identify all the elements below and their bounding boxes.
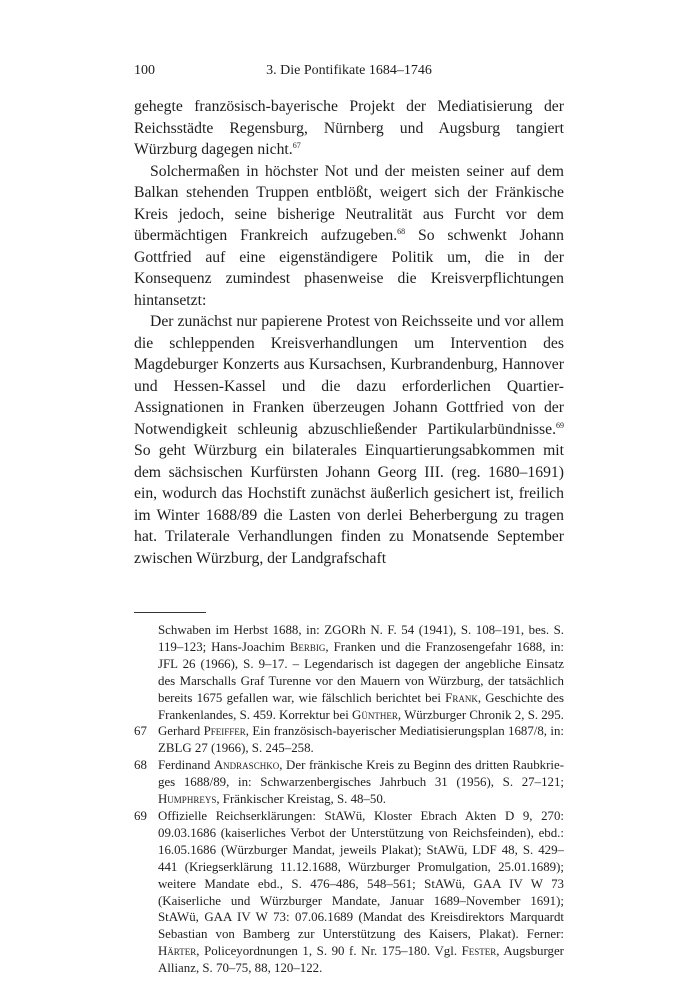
footnote-text: , Fränkischer Kreistag, S. 48–50. [216,792,387,807]
paragraph-2-text-b: So schwenkt Johann Gottfried auf eine eigenständigere Politik um, die in der Konsequenz zumindest phasenweise die Kreisverpflichtungen hintansetzt: [134,227,564,309]
author-name: Andraschko [213,758,280,773]
paragraph-3-text-a: Der zunächst nur papierene Protest von Reichsseite und vor allem die schleppenden Kreisverhandlungen um Intervention des Magdeburger Konzerts aus Kursachsen, Kurbrandenburg, Hannover und Hessen-Kassel und die dazu erforderlichen Quartier-Assignationen in Franken überzeugen Johann Gottfried von der Notwendigkeit schleunig abzuschließender Partikularbündnisse. [134,313,564,438]
footnote-text: Gerhard [158,724,204,739]
footnote-continuation [134,622,564,723]
footnote-text: , Ein französisch-bayerischer Mediatisierungsplan 1687/8, in: ZBLG 27 (1966), S. 245–258. [158,724,564,756]
footnote-text: , Würzburger Chronik 2, S. 295. [397,707,564,722]
footnote-number: 68 [134,758,147,773]
author-name: Frank [445,690,478,705]
footnote-ref-68: 68 [397,227,406,236]
footnote-text: , Policeyordnungen 1, S. 90 f. Nr. 175–180. Vgl. [196,944,462,959]
author-name: Berbig [289,639,326,654]
author-name: Humphreys [158,792,217,807]
footnote-text: Ferdinand [158,758,214,773]
footnote-text: , Franken und die Franzosengefahr 1688, in: JFL 26 (1966), S. 9–17. – Legendarisch ist dagegen der angebliche Einsatz des Marschalls Graf Turenne vor den Mauern von Würzburg, der tatsächlich bereits 1675 gefallen war, wie fälschlich berichtet bei [158,639,564,705]
footnote-text: , Der fränkische Kreis zu Beginn des dritten Raubkrieges 1688/89, in: Schwarzenbergisches Jahrbuch 31 (1956), S. 27–121; [158,758,564,790]
paragraph-2-text-a: Solchermaßen in höchster Not und der meisten seiner auf dem Balkan stehenden Truppen entblößt, weigert sich der Fränkische Kreis jedoch, seine bisherige Neutralität aus Furcht vor dem übermächtigen Frankreich aufzugeben. [134,162,564,244]
author-name: Härter [158,944,197,959]
footnote-text: Offizielle Reichserklärungen: StAWü, Kloster Ebrach Akten D 9, 270: 09.03.1686 (kaiserliches Verbot der Unterstützung von Reichsfeinden), ebd.: 16.05.1686 (Würzburger Mandat, jeweils Plakat); StAWü, LDF 48, S. 429–441 (Kriegserklärung 11.12.1688, Würzburger Promulgation, 25.01.1689); weitere Mandate ebd., S. 476–486, 548–561; StAWü, GAA IV W 73 (Kaiserliche und Würzburger Mandate, Januar 1689–November 1691); StAWü, GAA IV W 73: 07.06.1689 (Mandat des Kreisdirektors Marquardt Sebastian von Bamberg zur Unterstützung des Kaisers, Plakat). Ferner: [158,808,564,942]
paragraph-2 [134,161,564,312]
footnote-68 [134,757,564,808]
footnote-ref-69: 69 [556,420,564,430]
footnotes [134,622,564,977]
footnote-67 [134,723,564,757]
author-name: Pfeiffer [203,724,246,739]
main-text [134,96,564,569]
footnote-text: , Geschichte des Frankenlandes, S. 459. Korrektur bei [158,690,564,722]
author-name: Günther [352,707,398,722]
footnote-number: 67 [134,724,147,739]
footnote-ref-67: 67 [292,141,301,150]
running-head: 3. Die Pontifikate 1684–1746 [266,63,432,78]
author-name: Fester [461,944,497,959]
page-header [134,62,564,84]
paragraph-1-text: gehegte französisch-bayerische Projekt der Mediatisierung der Reichsstädte Regensburg, Nürnberg und Augsburg tangiert Würzburg dagegen nicht. [134,98,564,158]
footnote-text: , Augsburger Allianz, S. 70–75, 88, 120–122. [158,944,564,976]
footnote-number: 69 [134,808,147,823]
footnote-separator [134,612,206,613]
paragraph-1 [134,96,564,161]
book-page [134,62,564,977]
paragraph-3 [134,311,564,569]
footnote-text: Schwaben im Herbst 1688, in: ZGORh N. F. 54 (1941), S. 108–191, bes. S. 119–123; Hans-Joachim [158,623,564,654]
page-number: 100 [134,63,155,78]
paragraph-3-text-b: So geht Würzburg ein bilaterales Einquartierungsabkommen mit dem sächsischen Kurfürsten Johann Georg III. (reg. 1680–1691) ein, wodurch das Hochstift zunächst äußerlich gesichert ist, freilich im Winter 1688/89 die Lasten von derlei Beherbergung zu tragen hat. Trilaterale Verhandlungen finden zu Monatsende September zwischen Würzburg, der Landgrafschaft [134,442,564,567]
footnote-69 [134,808,564,977]
